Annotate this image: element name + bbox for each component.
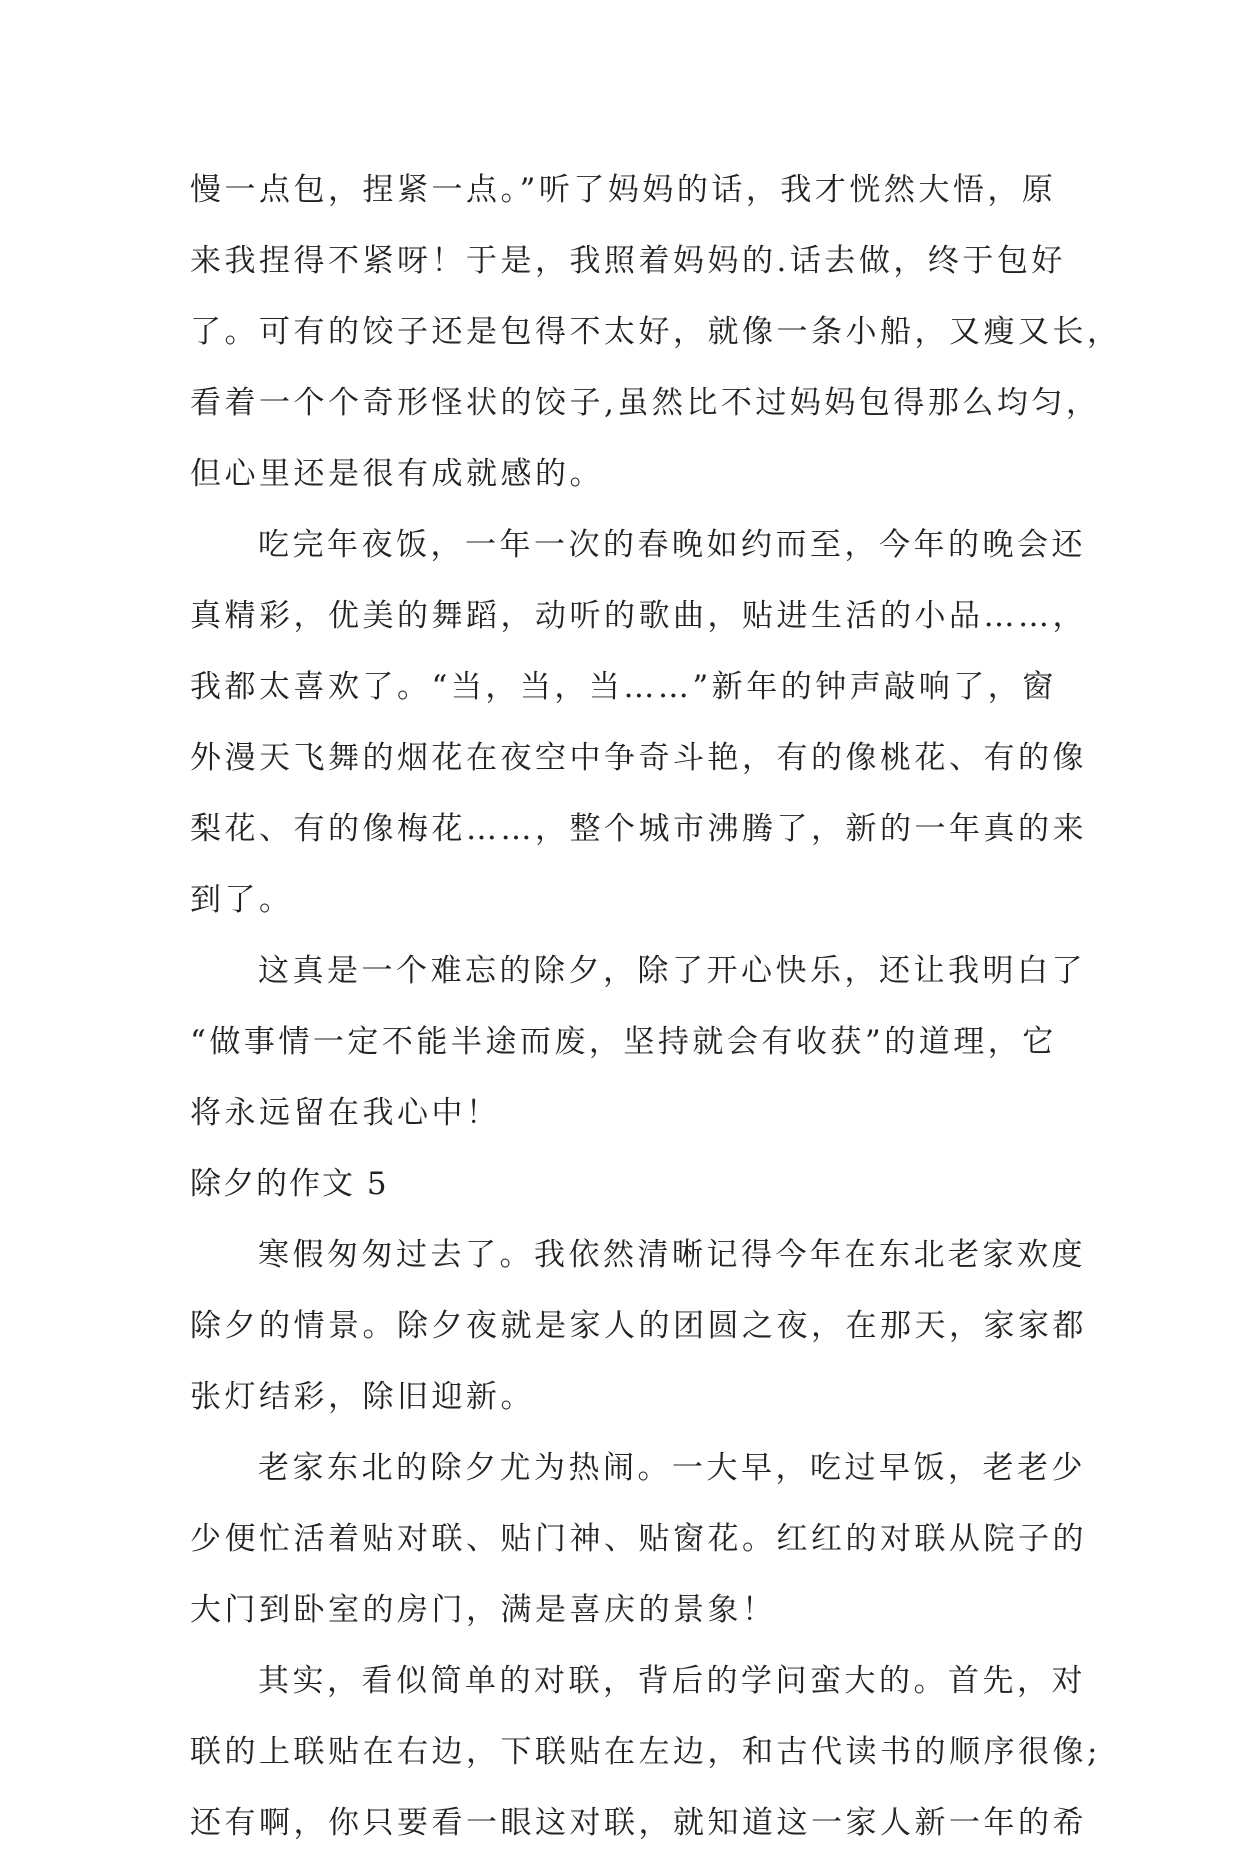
text-line: 到了。	[190, 882, 294, 918]
text-line: “做事情一定不能半途而废，坚持就会有收获”的道理，它	[190, 1024, 1057, 1060]
text-line: 还有啊，你只要看一眼这对联，就知道这一家人新一年的希	[190, 1805, 1087, 1841]
text-line: 我都太喜欢了。“当，当，当……”新年的钟声敲响了，窗	[190, 669, 1057, 705]
text-line: 大门到卧室的房门，满是喜庆的景象！	[190, 1592, 777, 1628]
text-line: 了。可有的饺子还是包得不太好，就像一条小船，又瘦又长，	[190, 314, 1122, 350]
text-line: 少便忙活着贴对联、贴门神、贴窗花。红红的对联从院子的	[190, 1521, 1087, 1557]
section-heading: 除夕的作文 5	[190, 1166, 389, 1202]
paragraph-first-line: 其实，看似简单的对联，背后的学问蛮大的。首先，对	[258, 1663, 1086, 1699]
paragraph-first-line: 寒假匆匆过去了。我依然清晰记得今年在东北老家欢度	[258, 1237, 1086, 1273]
text-line: 张灯结彩，除旧迎新。	[190, 1379, 535, 1415]
paragraph-first-line: 这真是一个难忘的除夕，除了开心快乐，还让我明白了	[258, 953, 1086, 989]
text-line: 来我捏得不紧呀！于是，我照着妈妈的.话去做，终于包好	[190, 243, 1066, 279]
text-line: 外漫天飞舞的烟花在夜空中争奇斗艳，有的像桃花、有的像	[190, 740, 1087, 776]
paragraph-first-line: 老家东北的除夕尤为热闹。一大早，吃过早饭，老老少	[258, 1450, 1086, 1486]
document-body	[190, 155, 1122, 1859]
text-line: 联的上联贴在右边，下联贴在左边，和古代读书的顺序很像;	[190, 1734, 1101, 1770]
text-line: 但心里还是很有成就感的。	[190, 456, 604, 492]
text-line: 梨花、有的像梅花……，整个城市沸腾了，新的一年真的来	[190, 811, 1087, 847]
text-line: 真精彩，优美的舞蹈，动听的歌曲，贴进生活的小品……，	[190, 598, 1087, 634]
text-line: 慢一点包，捏紧一点。”听了妈妈的话，我才恍然大悟，原	[190, 172, 1057, 208]
text-line: 将永远留在我心中！	[190, 1095, 501, 1131]
paragraph-first-line: 吃完年夜饭，一年一次的春晚如约而至，今年的晚会还	[258, 527, 1086, 563]
text-line: 除夕的情景。除夕夜就是家人的团圆之夜，在那天，家家都	[190, 1308, 1087, 1344]
text-line: 看着一个个奇形怪状的饺子,虽然比不过妈妈包得那么均匀，	[190, 385, 1101, 421]
